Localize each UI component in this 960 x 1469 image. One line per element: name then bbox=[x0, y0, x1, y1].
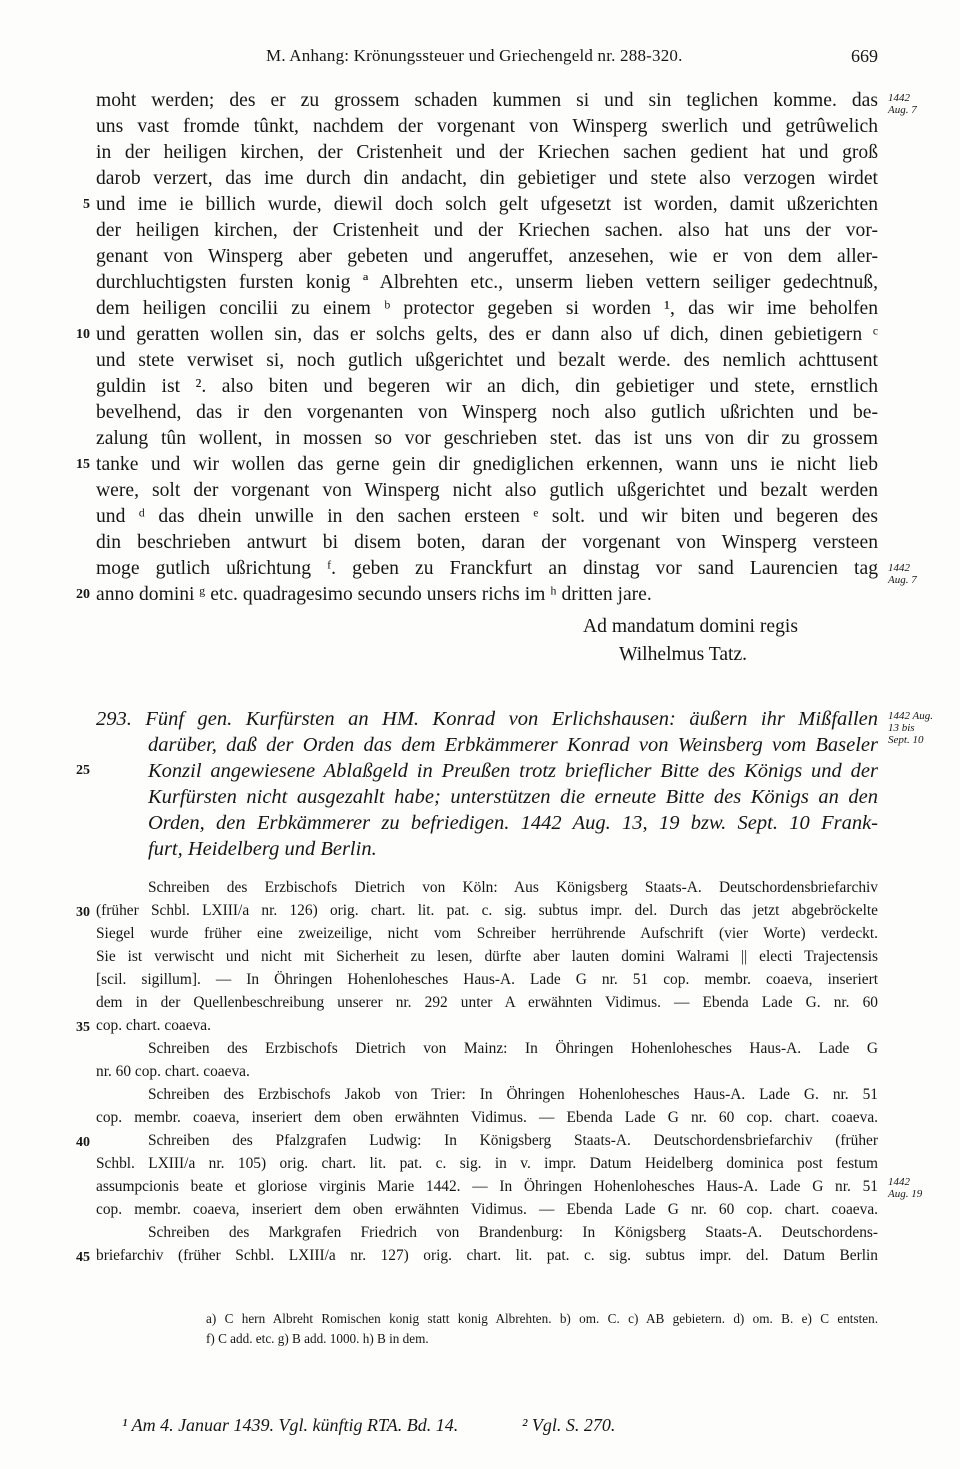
source-line: cop. membr. coaeva, inseriert dem oben erwähnten Vidimus. — Ebenda Lade G nr. 60 cop. chart. coaeva. bbox=[96, 1109, 878, 1126]
doc-293-line: Kurfürsten nicht ausgezahlt habe; unterstützen die erneute Bitte des Königs an den bbox=[148, 786, 878, 808]
doc-293-line: Orden, den Erbkämmerer zu befriedigen. 1442 Aug. 13, 19 bzw. Sept. 10 Frank- bbox=[148, 812, 878, 834]
letter-line: tanke und wir wollen das gerne gein dir gnediglichen erkennen, wann uns ie nicht lieb bbox=[96, 454, 878, 475]
source-line: Schbl. LXIII/a nr. 105) orig. chart. lit. pat. c. sig. in v. impr. Datum Heidelberg dominica post festum bbox=[96, 1155, 878, 1172]
source-line: Schreiben des Erzbischofs Dietrich von Köln: Aus Königsberg Staats-A. Deutschordensbriefarchiv bbox=[148, 879, 878, 896]
line-number: 25 bbox=[76, 763, 90, 778]
source-line: briefarchiv (früher Schbl. LXIII/a nr. 127) orig. chart. lit. pat. c. sig. subtus impr. del. Datum Berlin bbox=[96, 1247, 878, 1264]
source-line: dem in der Quellenbeschreibung unserer nr. 292 unter A erwähnten Vidimus. — Ebenda Lade G. nr. 60 bbox=[96, 994, 878, 1011]
letter-line: moge gutlich ußrichtung ᶠ. geben zu Franckfurt an dinstag vor sand Laurencien tag bbox=[96, 558, 878, 579]
doc-293-line: furt, Heidelberg und Berlin. bbox=[148, 838, 377, 860]
line-number: 15 bbox=[76, 457, 90, 472]
margin-date: 1442 Aug. 7 bbox=[888, 562, 917, 586]
letter-line: und stete verwiset si, noch gutlich ußgerichtet und bezalt werde. des nemlich achttusent bbox=[96, 350, 878, 371]
letter-line: moht werden; des er zu grossem schaden kummen si und sin teglichen komme. das bbox=[96, 90, 878, 111]
letter-line: darob verzert, das ime durch din andacht, din gebietiger und stete also verzogen wirdet bbox=[96, 168, 878, 189]
variant-notes: a) C hern Albreht Romischen konig statt konig Albrehten. b) om. C. c) AB gebietern. d) om. B. e) C entsten. bbox=[206, 1311, 878, 1326]
page-number: 669 bbox=[851, 46, 878, 66]
letter-line: dem heiligen concilii zu einem ᵇ protector gegeben si worden ¹, das wir ime beholfen bbox=[96, 298, 878, 319]
letter-line: guldin ist ². also biten und begeren wir an dich, din gebietiger und stete, ernstlich bbox=[96, 376, 878, 397]
source-line: Schreiben des Pfalzgrafen Ludwig: In Königsberg Staats-A. Deutschordensbriefarchiv (früher bbox=[148, 1132, 878, 1149]
source-line: Sie ist verwischt und nicht mit Sicherheit zu lesen, dürfte aber lauten domini Walrami || electi Trajectensis bbox=[96, 948, 878, 965]
letter-line: din beschrieben antwurt bi disem boten, daran der vorgenant von Winsperg versteen bbox=[96, 532, 878, 553]
signature-line-1: Ad mandatum domini regis bbox=[583, 616, 798, 637]
doc-293-line: 293. Fünf gen. Kurfürsten an HM. Konrad von Erlichshausen: äußern ihr Mißfallen bbox=[96, 708, 878, 730]
line-number: 30 bbox=[76, 905, 90, 920]
source-line: (früher Schbl. LXIII/a nr. 126) orig. chart. lit. pat. c. sig. subtus impr. del. Durch das jetzt abgebröckelte bbox=[96, 902, 878, 919]
source-line: Schreiben des Erzbischofs Dietrich von Mainz: In Öhringen Hohenlohesches Haus-A. Lade G bbox=[148, 1040, 878, 1057]
letter-line: zalung tûn wollent, in mossen so vor geschrieben stet. das ist uns von dir zu grossem bbox=[96, 428, 878, 449]
source-line: cop. chart. coaeva. bbox=[96, 1017, 211, 1034]
letter-line: genant von Winsperg aber gebeten und angeruffet, anzesehen, wie er von dem aller- bbox=[96, 246, 878, 267]
letter-line: und ᵈ das dhein unwille in den sachen ersteen ᵉ solt. und wir biten und begeren des bbox=[96, 506, 878, 527]
line-number: 40 bbox=[76, 1135, 90, 1150]
source-line: nr. 60 cop. chart. coaeva. bbox=[96, 1063, 250, 1080]
letter-line: anno domini ᵍ etc. quadragesimo secundo unsers richs im ʰ dritten jare. bbox=[96, 584, 652, 605]
letter-line: in der heiligen kirchen, der Cristenheit und der Kriechen sachen gedient hat und groß bbox=[96, 142, 878, 163]
signature-line-2: Wilhelmus Tatz. bbox=[619, 644, 748, 665]
letter-line: bevelhend, das ir den vorgenanten von Winsperg noch also gutlich ußrichten und be- bbox=[96, 402, 878, 423]
source-line: Schreiben des Erzbischofs Jakob von Trier: In Öhringen Hohenlohesches Haus-A. Lade G. nr. 51 bbox=[148, 1086, 878, 1103]
letter-line: und geratten wollen sin, das er solchs gelts, des er dann also uf dich, dinen gebietigern ᶜ bbox=[96, 324, 878, 345]
source-line: cop. membr. coaeva, inseriert dem oben erwähnten Vidimus. — Ebenda Lade G nr. 60 cop. chart. coaeva. bbox=[96, 1201, 878, 1218]
margin-date: 1442 Aug. 13 bis Sept. 10 bbox=[888, 710, 934, 746]
line-number: 45 bbox=[76, 1250, 90, 1265]
source-line: assumpcionis beate et gloriose virginis Marie 1442. — In Öhringen Hohenlohesches Haus-A. Lade G nr. 51 bbox=[96, 1178, 878, 1195]
letter-line: uns vast fromde tûnkt, nachdem der vorgenant von Winsperg swerlich und getrûwelich bbox=[96, 116, 878, 137]
letter-line: und ime ie billich wurde, diewil doch solch gelt ufgesetzt ist worden, damit ußzerichten bbox=[96, 194, 878, 215]
doc-293-line: darüber, daß der Orden das dem Erbkämmerer Konrad von Weinsberg vom Baseler bbox=[148, 734, 878, 756]
line-number: 10 bbox=[76, 327, 90, 342]
line-number: 5 bbox=[83, 197, 90, 212]
source-line: Siegel wurde früher eine zweizeilige, nicht vom Schreiber herrührende Aufschrift (vier Worte) verdeckt. bbox=[96, 925, 878, 942]
running-header bbox=[96, 46, 878, 70]
variant-notes: f) C add. etc. g) B add. 1000. h) B in dem. bbox=[206, 1331, 429, 1346]
footnote-2: ² Vgl. S. 270. bbox=[522, 1415, 616, 1435]
letter-line: der heiligen kirchen, der Cristenheit und der Kriechen sachen. also hat uns der vor- bbox=[96, 220, 878, 241]
running-title: M. Anhang: Krönungssteuer und Griechengeld nr. 288-320. bbox=[266, 46, 683, 65]
source-line: [scil. sigillum]. — In Öhringen Hohenlohesches Haus-A. Lade G nr. 51 cop. membr. coaeva, inseriert bbox=[96, 971, 878, 988]
letter-line: were, solt der vorgenant von Winsperg nicht also gutlich ußgerichtet und bezalt werden bbox=[96, 480, 878, 501]
doc-293-line: Konzil angewiesene Ablaßgeld in Preußen trotz brieflicher Bitte des Königs und der bbox=[148, 760, 878, 782]
footnote-1: ¹ Am 4. Januar 1439. Vgl. künftig RTA. Bd. 14. bbox=[122, 1415, 459, 1435]
line-number: 20 bbox=[76, 587, 90, 602]
line-number: 35 bbox=[76, 1020, 90, 1035]
letter-line: durchluchtigsten fursten konig ª Albrehten etc., unserm lieben vettern seiliger gedechtnuß, bbox=[96, 272, 878, 293]
margin-date: 1442 Aug. 19 bbox=[888, 1176, 923, 1200]
margin-date: 1442 Aug. 7 bbox=[888, 92, 917, 116]
source-line: Schreiben des Markgrafen Friedrich von Brandenburg: In Königsberg Staats-A. Deutschordens- bbox=[148, 1224, 878, 1241]
